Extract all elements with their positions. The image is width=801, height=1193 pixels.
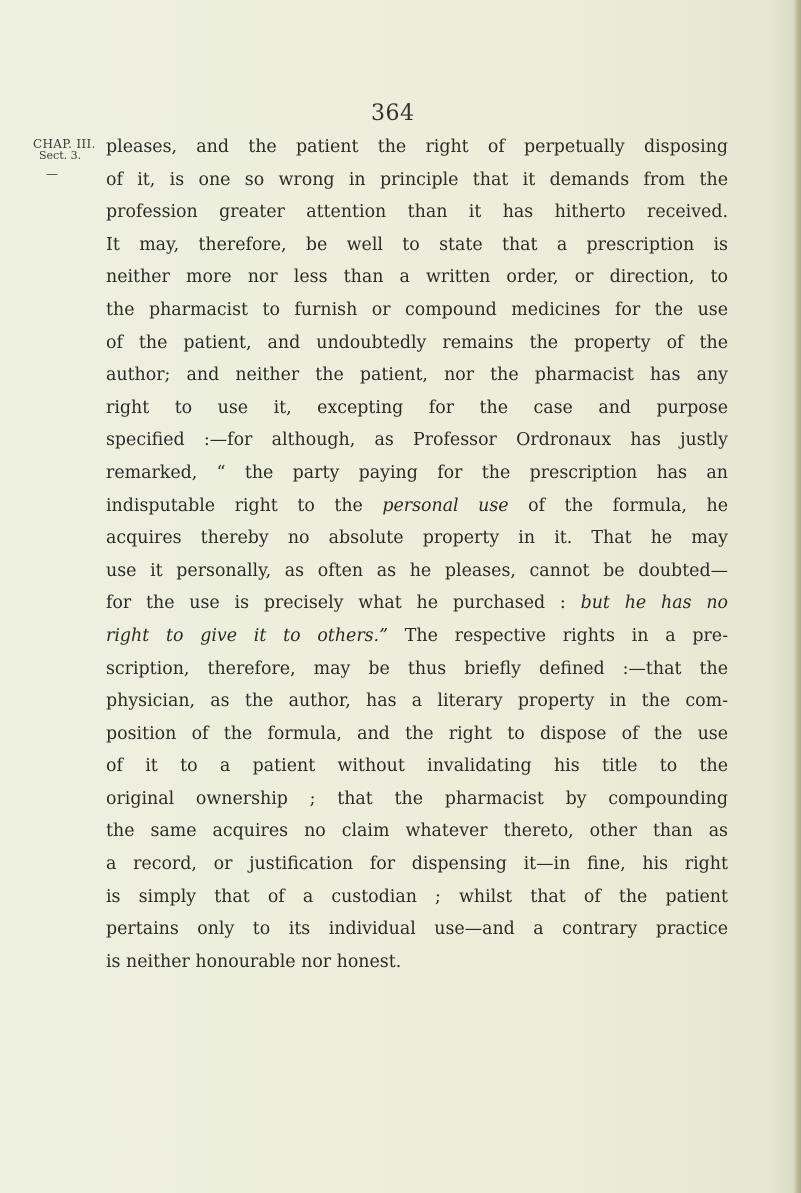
text-line: is simply that of a custodian ; whilst that of the patient — [106, 886, 728, 907]
text-line: use it personally, as often as he pleases, cannot be doubted— — [106, 560, 728, 581]
italic-phrase: but he has no — [580, 593, 728, 614]
text-line: It may, therefore, be well to state that a prescription is — [106, 234, 728, 255]
text-line: is neither honourable nor honest. — [106, 951, 402, 972]
margin-note — [33, 139, 103, 180]
text-line — [106, 620, 728, 653]
text-line: pertains only to its individual use—and a contrary practice — [106, 919, 728, 940]
text-line: the pharmacist to furnish or compound medicines for the use — [106, 299, 728, 320]
text-line: original ownership ; that the pharmacist by compounding — [106, 788, 728, 809]
text-line: of it to a patient without invalidating his title to the — [106, 756, 728, 777]
text-line: specified :—for although, as Professor Ordronaux has justly — [106, 430, 728, 451]
text-line: physician, as the author, has a literary property in the com- — [106, 691, 728, 712]
text-line: right to use it, excepting for the case and purpose — [106, 397, 728, 418]
text-line: acquires thereby no absolute property in it. That he may — [106, 528, 728, 549]
text-segment: of the formula, he — [508, 495, 728, 516]
text-line: of the patient, and undoubtedly remains the property of the — [106, 332, 728, 353]
text-segment: The respective rights in a pre- — [387, 625, 728, 646]
text-line: a record, or justification for dispensing it—in fine, his right — [106, 854, 728, 875]
text-line: author; and neither the patient, nor the pharmacist has any — [106, 365, 728, 386]
text-line: profession greater attention than it has hitherto received. — [106, 202, 728, 223]
page-edge — [793, 0, 801, 1193]
italic-phrase: personal use — [382, 495, 509, 516]
italic-phrase: right to give it to others.” — [106, 625, 388, 646]
text-line: remarked, “ the party paying for the prescription has an — [106, 462, 728, 483]
page-number: 364 — [371, 101, 415, 126]
text-segment: for the use is precisely what he purchased : — [106, 593, 581, 614]
text-line — [106, 490, 728, 523]
text-line: position of the formula, and the right to dispose of the use — [106, 723, 728, 744]
margin-dash: — — [46, 167, 58, 181]
text-line: the same acquires no claim whatever thereto, other than as — [106, 821, 728, 842]
text-line: of it, is one so wrong in principle that it demands from the — [106, 169, 728, 190]
text-line: pleases, and the patient the right of perpetually disposing — [106, 137, 728, 157]
chapter-label: CHAP. III. — [33, 137, 96, 151]
text-segment: indisputable right to the — [106, 495, 383, 516]
section-label: Sect. 3. — [39, 149, 82, 162]
body-paragraph — [106, 131, 728, 978]
text-line: scription, therefore, may be thus briefly defined :—that the — [106, 658, 728, 679]
text-line: neither more nor less than a written order, or direction, to — [106, 267, 728, 288]
text-line — [106, 587, 728, 620]
